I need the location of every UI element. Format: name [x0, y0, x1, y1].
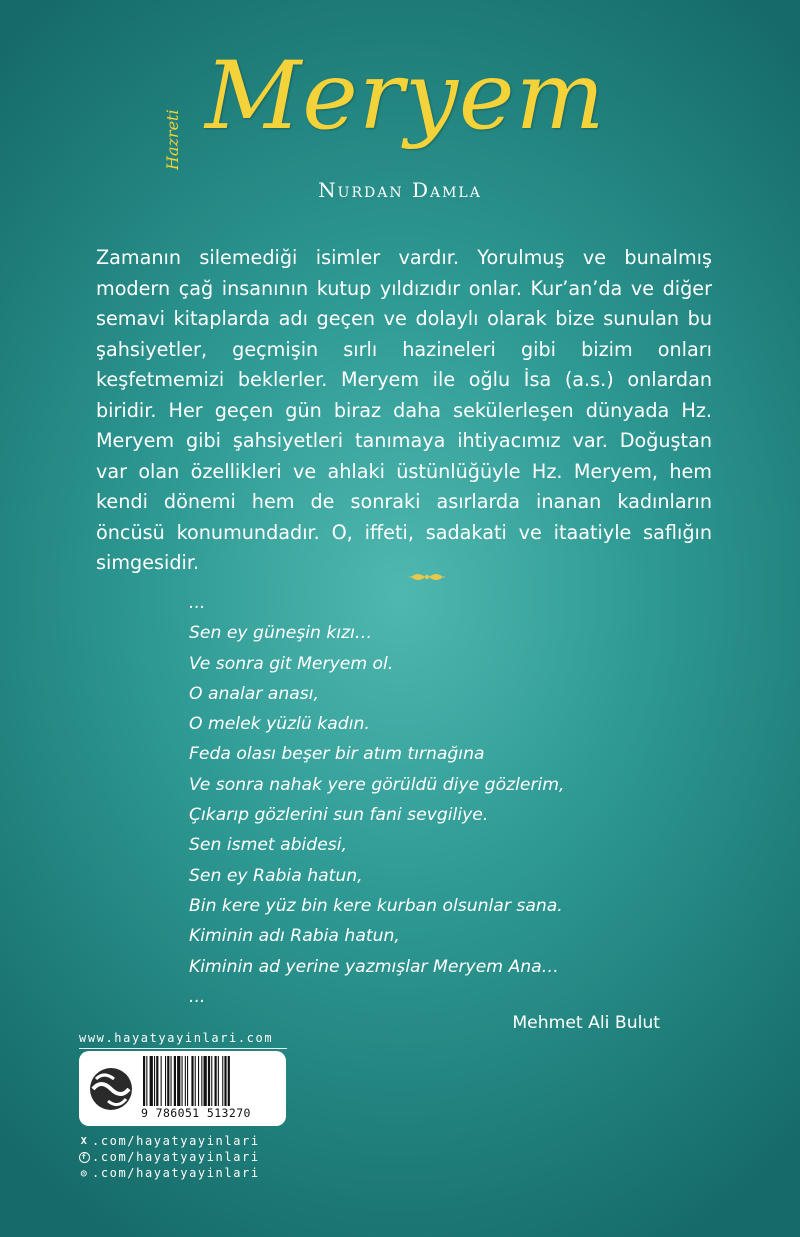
ornament-divider [409, 570, 445, 584]
social-handle: .com/hayatyayinlari [92, 1150, 260, 1164]
poem-line: Kiminin ad yerine yazmışlar Meryem Ana… [189, 956, 559, 977]
barcode-bar [154, 1056, 155, 1106]
social-handle: .com/hayatyayinlari [92, 1166, 260, 1180]
barcode-bar [218, 1056, 219, 1106]
barcode-bar [191, 1056, 193, 1106]
barcode-bar [198, 1056, 199, 1106]
barcode-bar [156, 1056, 158, 1106]
poem-line: ... [189, 593, 206, 613]
back-cover-blurb: Zamanın silemediği isimler vardır. Yorulmuş ve bunalmış modern çağ insanının kutup yıldızıdır onlar. Kur’an’da ve diğer semavi kitaplarda adı geçen ve dolaylı olarak bize sunulan bu şahsiyetler, geçmişin sırlı hazineleri gibi bizim onları keşfetmemizi beklerler. Meryem ile oğlu İsa (a.s.) onlardan biridir. Her geçen gün biraz daha sekülerleşen dünyada Hz. Meryem gibi şahsiyetleri tanımaya ihtiyacımız var. Doğuştan var olan özellikleri ve ahlaki üstünlüğüyle Hz. Meryem, hem kendi dönemi hem de sonraki asırlarda inanan kadınların öncüsü konumundadır. O, iffeti, sadakati ve itaatiyle saflığın simgesidir. [96, 246, 712, 574]
isbn-number: 9 786051 513270 [141, 1106, 251, 1120]
barcode-bar [161, 1056, 162, 1106]
x-icon: X [80, 1135, 89, 1147]
barcode-bar [150, 1056, 153, 1106]
poem-line: Sen ismet abidesi, [189, 835, 347, 856]
social-handle: .com/hayatyayinlari [92, 1134, 260, 1148]
barcode-bar [222, 1056, 223, 1106]
barcode-bar [185, 1056, 186, 1106]
poem-line: Ve sonra git Meryem ol. [189, 653, 394, 674]
title-block [0, 40, 800, 210]
author-name: Nurdan Damla [318, 178, 482, 202]
publisher-logo-icon [87, 1059, 139, 1119]
poem-line: Ve sonra nahak yere görüldü diye gözlerim, [189, 774, 565, 795]
barcode-bar [143, 1056, 145, 1106]
book-title: Meryem [205, 42, 606, 151]
barcode-bar [187, 1056, 188, 1106]
social-link-instagram[interactable] [79, 1165, 260, 1181]
poem [189, 588, 565, 1012]
barcode-bar [215, 1056, 217, 1106]
poem-line: O melek yüzlü kadın. [189, 714, 370, 735]
instagram-icon: ◎ [80, 1167, 89, 1179]
barcode-bar [165, 1056, 166, 1106]
social-links [79, 1133, 260, 1181]
facebook-icon: f [79, 1152, 90, 1163]
barcode-bar [228, 1056, 230, 1106]
barcode-bar [167, 1056, 169, 1106]
poem-line: Feda olası beşer bir atım tırnağına [189, 744, 485, 765]
poem-line: O analar anası, [189, 683, 319, 704]
barcode-bar [195, 1056, 196, 1106]
title-prefix: Hazreti [163, 109, 182, 170]
barcode-bar [208, 1056, 210, 1106]
divider [79, 1048, 287, 1049]
publisher-website: www.hayatyayinlari.com [79, 1031, 274, 1045]
barcode-bar [174, 1056, 176, 1106]
barcode-bar [204, 1056, 207, 1106]
isbn-barcode [141, 1056, 279, 1108]
social-link-x[interactable] [79, 1133, 260, 1149]
poem-line: Bin kere yüz bin kere kurban olsunlar sana. [189, 895, 563, 916]
poem-author: Mehmet Ali Bulut [512, 1013, 660, 1033]
barcode-bar [201, 1056, 202, 1106]
barcode-panel [79, 1051, 286, 1126]
barcode-bar [177, 1056, 180, 1106]
barcode-bar [224, 1056, 226, 1106]
poem-line: Sen ey güneşin kızı… [189, 623, 373, 644]
barcode-bar [182, 1056, 183, 1106]
poem-line: Sen ey Rabia hatun, [189, 865, 363, 886]
barcode-bar [171, 1056, 172, 1106]
barcode-bar [146, 1056, 147, 1106]
poem-line: Çıkarıp gözlerini sun fani sevgiliye. [189, 805, 489, 826]
poem-line: Kiminin adı Rabia hatun, [189, 926, 400, 947]
barcode-bar [211, 1056, 212, 1106]
poem-line: ... [189, 986, 206, 1007]
social-link-facebook[interactable] [79, 1149, 260, 1165]
